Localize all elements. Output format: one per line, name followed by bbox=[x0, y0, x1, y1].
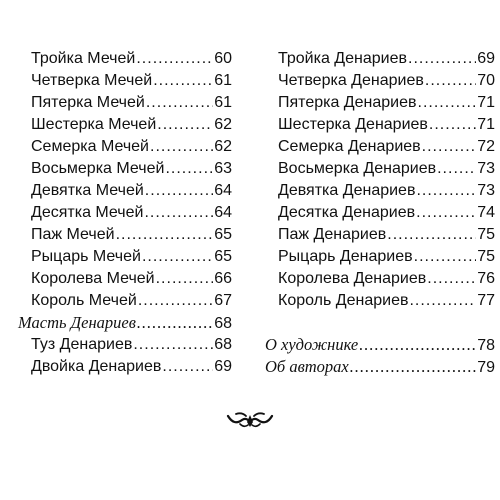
toc-entry bbox=[265, 114, 495, 136]
dot-leader bbox=[138, 290, 213, 312]
toc-entry-title: Семерка Мечей bbox=[31, 138, 149, 155]
toc-entry-page: 76 bbox=[477, 270, 495, 287]
toc-entry-page: 61 bbox=[214, 94, 232, 111]
dot-leader bbox=[359, 334, 476, 356]
toc-entry-page: 64 bbox=[214, 204, 232, 221]
toc-section-heading bbox=[265, 334, 495, 356]
toc-entry bbox=[18, 268, 232, 290]
toc-entry bbox=[265, 268, 495, 290]
toc-entry-title: Туз Денариев bbox=[31, 336, 133, 353]
toc-entry-page: 68 bbox=[214, 336, 232, 353]
toc-entry-title: Восьмерка Мечей bbox=[31, 160, 165, 177]
dot-leader bbox=[145, 180, 213, 202]
toc-entry-title: Шестерка Мечей bbox=[31, 116, 157, 133]
toc-entry-title: Паж Мечей bbox=[31, 226, 115, 243]
toc-entry bbox=[18, 224, 232, 246]
toc-section-title: Масть Денариев bbox=[18, 313, 136, 332]
dot-leader bbox=[350, 356, 476, 378]
toc-entry-page: 73 bbox=[477, 182, 495, 199]
toc-entry-page: 63 bbox=[214, 160, 232, 177]
dot-leader bbox=[153, 70, 213, 92]
toc-entry bbox=[265, 224, 495, 246]
dot-leader bbox=[162, 356, 213, 378]
dot-leader bbox=[422, 136, 477, 158]
toc-entry-title: Тройка Мечей bbox=[31, 50, 136, 67]
toc-entry-title: Королева Мечей bbox=[31, 270, 155, 287]
toc-entry bbox=[18, 48, 232, 70]
toc-entry-title: Рыцарь Денариев bbox=[278, 248, 413, 265]
dot-leader bbox=[408, 48, 476, 70]
toc-entry bbox=[18, 114, 232, 136]
fleuron-ornament-icon bbox=[226, 410, 274, 430]
toc-entry-page: 73 bbox=[477, 160, 495, 177]
toc-entry-title: Тройка Денариев bbox=[278, 50, 408, 67]
toc-entry-title: Рыцарь Мечей bbox=[31, 248, 141, 265]
toc-entry-title: Двойка Денариев bbox=[31, 358, 162, 375]
toc-entry bbox=[18, 92, 232, 114]
toc-left-column bbox=[18, 48, 232, 378]
dot-leader bbox=[150, 136, 213, 158]
toc-entry-title: Пятерка Мечей bbox=[31, 94, 145, 111]
dot-leader bbox=[387, 224, 476, 246]
toc-entry-page: 75 bbox=[477, 248, 495, 265]
toc-entry bbox=[265, 180, 495, 202]
toc-entry bbox=[18, 136, 232, 158]
toc-entry bbox=[18, 70, 232, 92]
toc-entry-page: 69 bbox=[477, 50, 495, 67]
toc-section-title: Об авторах bbox=[265, 357, 349, 376]
toc-entry-page: 67 bbox=[214, 292, 232, 309]
toc-entry-page: 60 bbox=[214, 50, 232, 67]
toc-entry-title: Паж Денариев bbox=[278, 226, 387, 243]
toc-entry-page: 65 bbox=[214, 248, 232, 265]
toc-entry-page: 65 bbox=[214, 226, 232, 243]
toc-section-heading bbox=[18, 312, 232, 334]
toc-entry-page: 78 bbox=[477, 337, 495, 354]
dot-leader bbox=[137, 312, 213, 334]
toc-entry bbox=[265, 70, 495, 92]
toc-entry-title: Восьмерка Денариев bbox=[278, 160, 437, 177]
toc-entry-title: Четверка Мечей bbox=[31, 72, 153, 89]
toc-section-title: О художнике bbox=[265, 335, 359, 354]
toc-entry bbox=[18, 246, 232, 268]
dot-leader bbox=[427, 268, 476, 290]
toc-entry-page: 68 bbox=[214, 315, 232, 332]
toc-section-heading bbox=[265, 356, 495, 378]
toc-entry-page: 75 bbox=[477, 226, 495, 243]
dot-leader bbox=[165, 158, 213, 180]
dot-leader bbox=[425, 70, 476, 92]
toc-entry-title: Король Денариев bbox=[278, 292, 409, 309]
dot-leader bbox=[142, 246, 213, 268]
toc-entry-title: Пятерка Денариев bbox=[278, 94, 417, 111]
toc-entry-page: 71 bbox=[477, 116, 495, 133]
toc-right-column bbox=[265, 48, 495, 378]
toc-entry-title: Король Мечей bbox=[31, 292, 137, 309]
toc-entry bbox=[18, 356, 232, 378]
toc-entry-title: Десятка Денариев bbox=[278, 204, 416, 221]
dot-leader bbox=[429, 114, 476, 136]
toc-entry-page: 70 bbox=[477, 72, 495, 89]
toc-entry-page: 79 bbox=[477, 359, 495, 376]
dot-leader bbox=[437, 158, 476, 180]
toc-entry-title: Королева Денариев bbox=[278, 270, 427, 287]
dot-leader bbox=[136, 48, 213, 70]
toc-entry-title: Четверка Денариев bbox=[278, 72, 424, 89]
toc-entry-page: 62 bbox=[214, 138, 232, 155]
dot-leader bbox=[416, 180, 476, 202]
toc-entry bbox=[265, 202, 495, 224]
toc-entry-page: 64 bbox=[214, 182, 232, 199]
toc-entry bbox=[265, 158, 495, 180]
dot-leader bbox=[409, 290, 476, 312]
toc-entry bbox=[265, 136, 495, 158]
toc-entry-title: Девятка Денариев bbox=[278, 182, 416, 199]
toc-entry-title: Девятка Мечей bbox=[31, 182, 144, 199]
dot-leader bbox=[157, 114, 213, 136]
dot-leader bbox=[156, 268, 214, 290]
dot-leader bbox=[416, 202, 476, 224]
toc-entry-title: Десятка Мечей bbox=[31, 204, 144, 221]
dot-leader bbox=[116, 224, 214, 246]
toc-entry-page: 72 bbox=[477, 138, 495, 155]
toc-entry bbox=[18, 290, 232, 312]
dot-leader bbox=[133, 334, 213, 356]
toc-entry-page: 71 bbox=[477, 94, 495, 111]
toc-entry bbox=[265, 92, 495, 114]
toc-entry-page: 61 bbox=[214, 72, 232, 89]
toc-entry-title: Шестерка Денариев bbox=[278, 116, 428, 133]
toc-entry bbox=[18, 334, 232, 356]
toc-entry bbox=[265, 48, 495, 70]
toc-entry-title: Семерка Денариев bbox=[278, 138, 421, 155]
toc-entry-page: 69 bbox=[214, 358, 232, 375]
dot-leader bbox=[418, 92, 477, 114]
toc-entry-page: 66 bbox=[214, 270, 232, 287]
toc-entry-page: 77 bbox=[477, 292, 495, 309]
toc-entry-page: 74 bbox=[477, 204, 495, 221]
toc-entry-page: 62 bbox=[214, 116, 232, 133]
toc-entry bbox=[18, 180, 232, 202]
toc-entry bbox=[18, 202, 232, 224]
toc-entry bbox=[265, 246, 495, 268]
toc-entry bbox=[265, 290, 495, 312]
dot-leader bbox=[144, 202, 213, 224]
dot-leader bbox=[414, 246, 477, 268]
toc-entry bbox=[18, 158, 232, 180]
dot-leader bbox=[146, 92, 213, 114]
